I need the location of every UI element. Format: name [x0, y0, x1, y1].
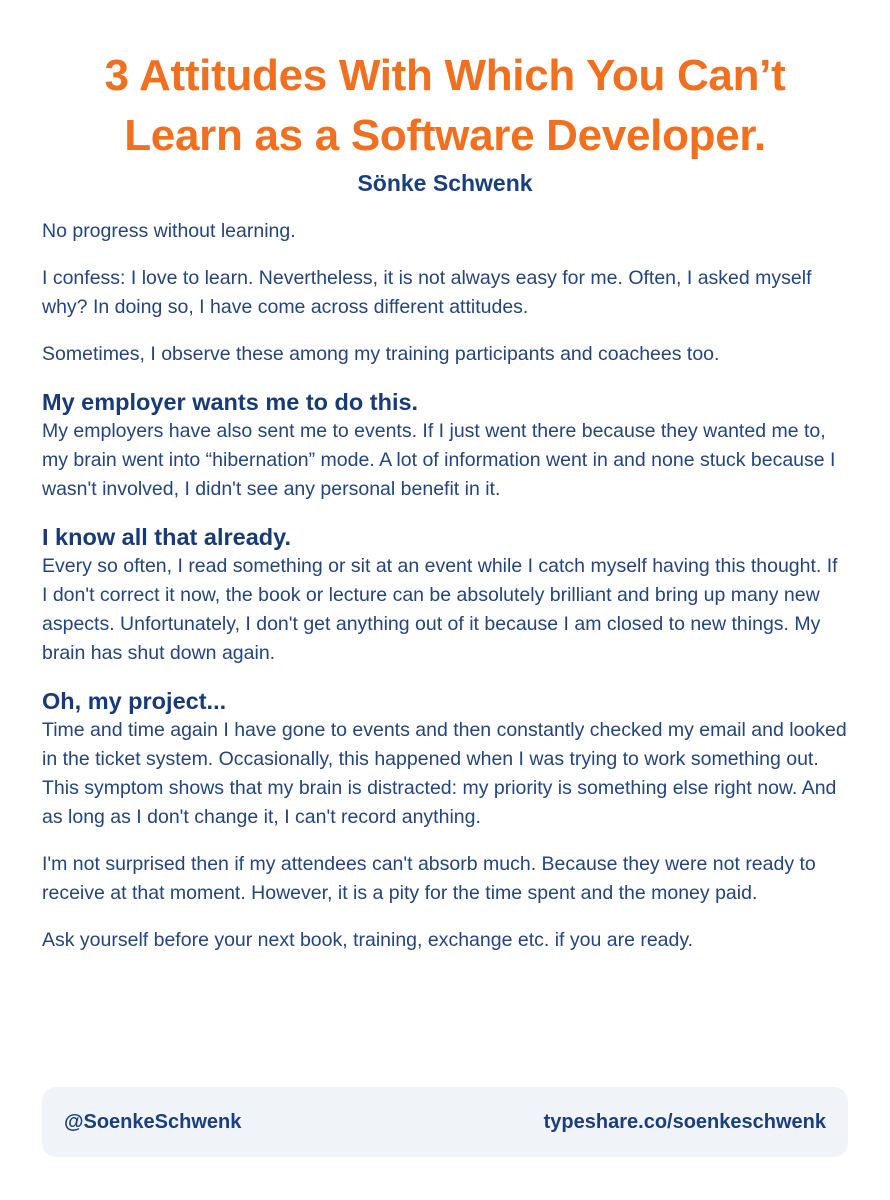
- section-text-know-already: Every so often, I read something or sit at an event while I catch myself having this thought. If I don't correct it now, the book or lecture can be absolutely brilliant and bring up many new aspects. Unfortunately, I don't get anything out of it because I am closed to new things. My brain has shut down again.: [42, 555, 838, 664]
- author-name: Sönke Schwenk: [357, 170, 533, 196]
- closing-paragraph-1: I'm not surprised then if my attendees can't absorb much. Because they were not ready to receive at that moment. However, it is a pity for the time spent and the money paid.: [42, 853, 816, 904]
- footer-bar: [42, 1087, 848, 1157]
- document-title: [42, 0, 848, 166]
- section-text-project: Time and time again I have gone to events and then constantly checked my email and looked in the ticket system. Occasionally, this happened when I was trying to work something out. This symptom shows that my brain is distracted: my priority is something else right now. And as long as I don't change it, I can't record anything.: [42, 719, 847, 828]
- footer-link[interactable]: typeshare.co/soenkeschwenk: [543, 1110, 826, 1133]
- title-line-2: Learn as a Software Developer.: [124, 111, 766, 160]
- section-heading-employer: My employer wants me to do this.: [42, 389, 419, 415]
- closing-paragraph-2: Ask yourself before your next book, training, exchange etc. if you are ready.: [42, 929, 694, 951]
- title-line-1: 3 Attitudes With Which You Can’t: [104, 51, 786, 100]
- section-text-employer: My employers have also sent me to events. If I just went there because they wanted me to, my brain went into “hibernation” mode. A lot of information went in and none stuck because I wasn't involved, I didn't see any personal benefit in it.: [42, 420, 836, 500]
- intro-paragraph-2: I confess: I love to learn. Nevertheless, it is not always easy for me. Often, I asked myself why? In doing so, I have come across different attitudes.: [42, 267, 812, 318]
- intro-paragraph-1: No progress without learning.: [42, 220, 296, 242]
- section-heading-know-already: I know all that already.: [42, 524, 291, 550]
- intro-paragraph-3: Sometimes, I observe these among my training participants and coachees too.: [42, 343, 720, 365]
- footer-handle[interactable]: @SoenkeSchwenk: [64, 1110, 242, 1133]
- section-heading-project: Oh, my project...: [42, 688, 227, 714]
